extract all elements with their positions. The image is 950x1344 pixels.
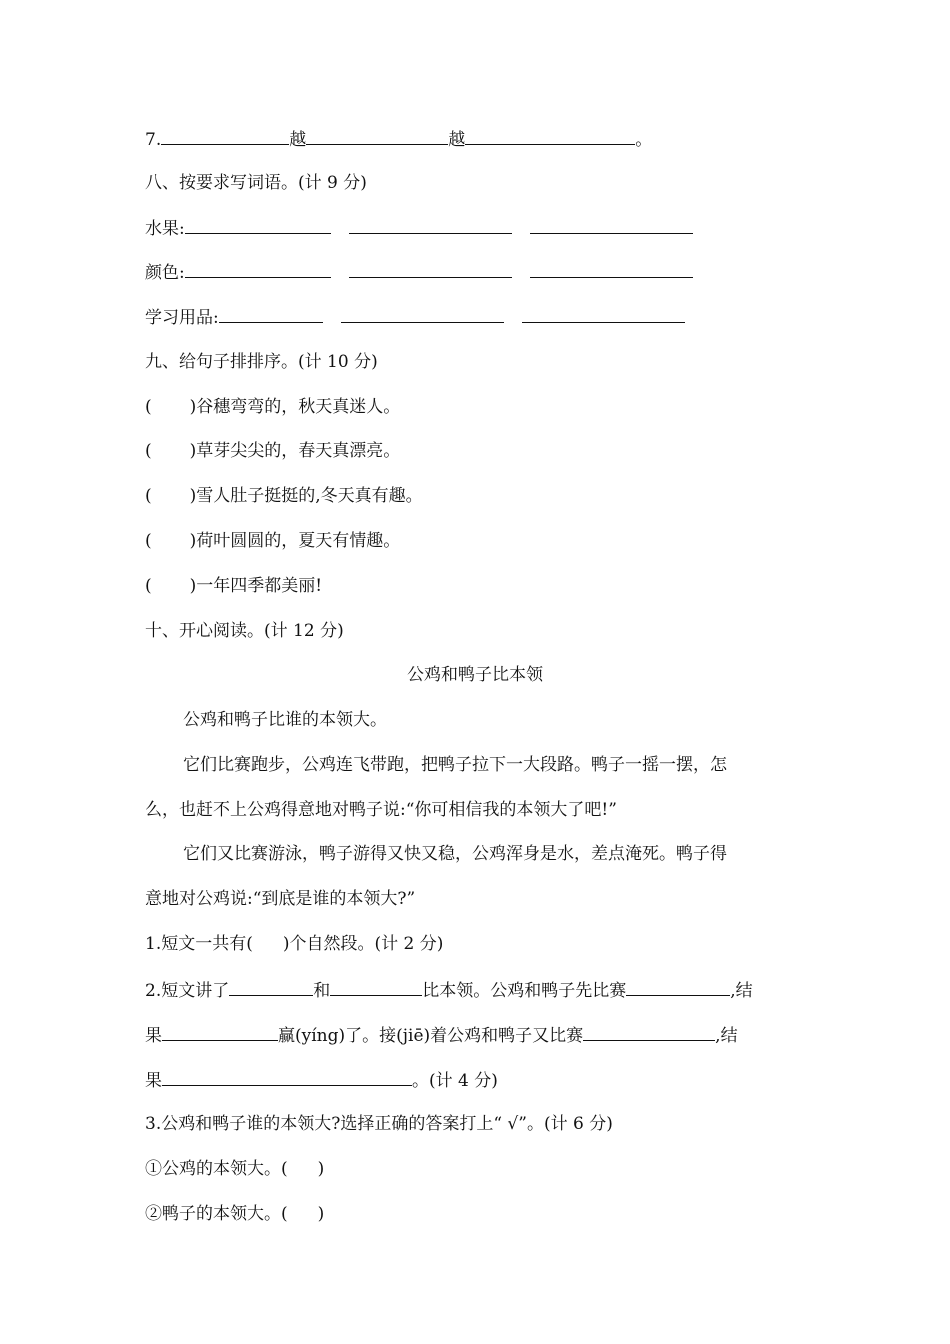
option-2-close: ) [317,1204,325,1224]
q2-blank-6[interactable] [162,1069,412,1086]
q2-blank-3[interactable] [626,979,730,996]
paren-close: ) [189,531,197,551]
story-paragraph-3-line-2: 意地对公鸡说:“到底是谁的本领大?” [145,889,416,909]
color-blank-3[interactable] [530,261,693,278]
sentence-text: 谷穗弯弯的，秋天真迷人。 [196,397,401,417]
sec8-row-stationery [145,306,685,329]
q7-blank-3[interactable] [465,128,635,145]
option-1-text: ①公鸡的本领大。( [145,1159,288,1179]
question-2-line-1 [145,979,753,1002]
question-2-text: 果 [145,1026,162,1046]
sec9-item [145,575,322,597]
option-1-close: ) [317,1159,325,1179]
question-2-text: ,结 [715,1026,738,1046]
option-1 [145,1158,324,1180]
story-paragraph-3-line-1: 它们又比赛游泳，鸭子游得又快又稳，公鸡浑身是水，差点淹死。鸭子得 [183,844,727,864]
q7-blank-2[interactable] [306,128,448,145]
stationery-blank-1[interactable] [219,306,323,323]
sec8-row-label: 颜色: [145,263,185,283]
question-2-line-2 [145,1024,738,1047]
sec9-item [145,530,400,552]
sec9-item [145,440,400,462]
story-paragraph-2-line-1: 它们比赛跑步，公鸡连飞带跑，把鸭子拉下一大段路。鸭子一摇一摆，怎 [183,755,727,775]
question-2-text: 。(计 4 分) [412,1071,498,1091]
question-2-text: 和 [313,981,331,1001]
question-1-text-a: 1.短文一共有( [145,934,253,954]
sec10-heading: 十、开心阅读。(计 12 分) [145,621,344,641]
question-2-text: 2.短文讲了 [145,981,230,1001]
story-title: 公鸡和鸭子比本领 [407,665,543,685]
paren-open: ( [145,441,152,461]
sentence-text: 一年四季都美丽! [196,576,323,596]
q2-blank-4[interactable] [162,1024,278,1041]
paren-close: ) [189,486,197,506]
option-2 [145,1203,324,1225]
q2-blank-5[interactable] [583,1024,715,1041]
paren-open: ( [145,576,152,596]
q7-word-1: 越 [289,130,307,150]
sec8-row-label: 学习用品: [145,308,219,328]
sec8-row-fruit [145,217,693,240]
question-2-text: 果 [145,1071,162,1091]
color-blank-1[interactable] [185,261,331,278]
option-2-text: ②鸭子的本领大。( [145,1204,288,1224]
paren-open: ( [145,486,152,506]
paren-close: ) [189,397,197,417]
sec8-heading: 八、按要求写词语。(计 9 分) [145,173,367,193]
fruit-blank-3[interactable] [530,217,693,234]
stationery-blank-3[interactable] [522,306,685,323]
paren-close: ) [189,576,197,596]
question-2-line-3 [145,1069,498,1092]
story-paragraph-2-line-2: 么，也赶不上公鸡得意地对鸭子说:“你可相信我的本领大了吧!” [145,800,617,820]
q7-blank-1[interactable] [161,128,289,145]
question-1-text-b: )个自然段。(计 2 分) [282,934,444,954]
question-2-text: 比本领。公鸡和鸭子先比赛 [422,981,627,1001]
sec9-item [145,485,423,507]
q2-blank-1[interactable] [229,979,313,996]
sentence-text: 雪人肚子挺挺的,冬天真有趣。 [196,486,423,506]
sec8-row-color [145,261,693,284]
sec9-item [145,396,400,418]
q7-end: 。 [635,130,653,150]
question-2-text: 赢(yíng)了。接(jiē)着公鸡和鸭子又比赛 [278,1026,584,1046]
sentence-text: 草芽尖尖的，春天真漂亮。 [196,441,401,461]
sec9-heading: 九、给句子排排序。(计 10 分) [145,352,378,372]
q7-line [145,128,652,151]
fruit-blank-2[interactable] [349,217,512,234]
paren-open: ( [145,397,152,417]
q7-word-2: 越 [448,130,466,150]
q2-blank-2[interactable] [330,979,422,996]
color-blank-2[interactable] [349,261,512,278]
question-2-text: ,结 [730,981,753,1001]
paren-open: ( [145,531,152,551]
question-1 [145,933,443,955]
story-paragraph-1: 公鸡和鸭子比谁的本领大。 [183,710,387,730]
fruit-blank-1[interactable] [185,217,331,234]
q7-number: 7. [145,130,162,150]
question-3: 3.公鸡和鸭子谁的本领大?选择正确的答案打上“ √”。(计 6 分) [145,1114,613,1134]
paren-close: ) [189,441,197,461]
sentence-text: 荷叶圆圆的，夏天有情趣。 [196,531,401,551]
sec8-row-label: 水果: [145,219,185,239]
stationery-blank-2[interactable] [341,306,504,323]
